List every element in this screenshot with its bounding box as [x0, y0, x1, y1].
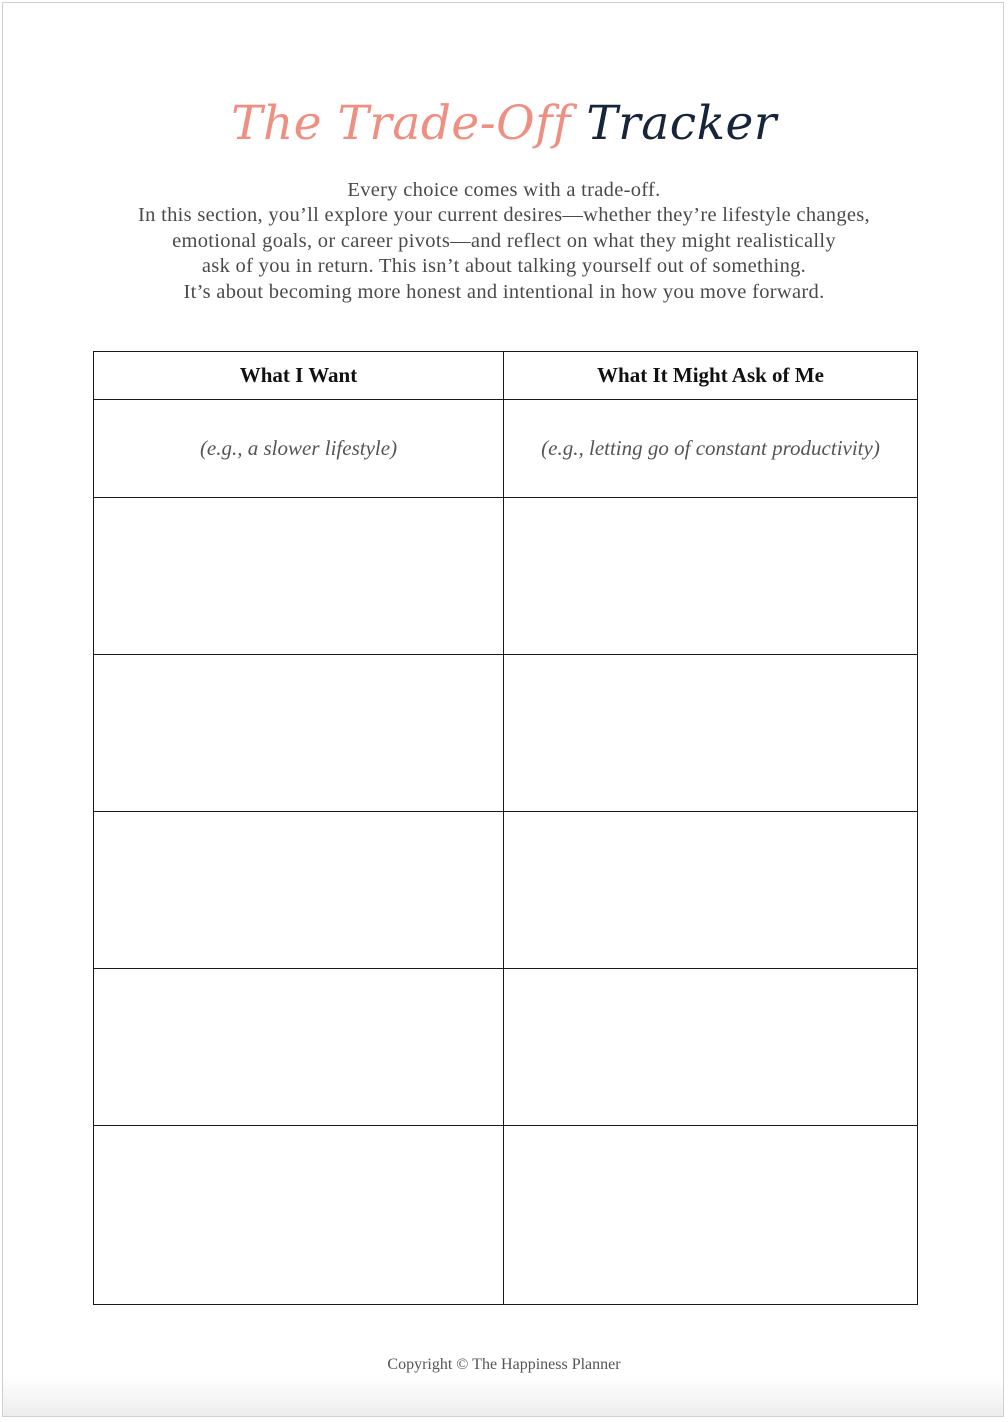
trade-off-table [93, 351, 918, 1305]
intro-line: ask of you in return. This isn’t about talking yourself out of something. [201, 255, 807, 278]
intro-line: emotional goals, or career pivots—and reflect on what they might realistically [172, 229, 836, 252]
want-input-cell[interactable] [94, 1126, 504, 1305]
want-input-cell[interactable] [94, 655, 504, 812]
table-row [94, 498, 918, 655]
intro-line: In this section, you’ll explore your current desires—whether they’re lifestyle changes, [138, 204, 870, 227]
example-row [94, 400, 918, 498]
copyright-footer: Copyright © The Happiness Planner [387, 1356, 621, 1373]
want-input-cell[interactable] [94, 498, 504, 655]
ask-input-cell[interactable] [504, 812, 918, 969]
header-what-it-might-ask: What It Might Ask of Me [504, 352, 918, 400]
table-row [94, 655, 918, 812]
table-row [94, 1126, 918, 1305]
want-input-cell[interactable] [94, 969, 504, 1126]
table-header-row [94, 352, 918, 400]
want-input-cell[interactable] [94, 812, 504, 969]
ask-input-cell[interactable] [504, 1126, 918, 1305]
intro-line: It’s about becoming more honest and intentional in how you move forward. [183, 280, 825, 303]
intro-line: Every choice comes with a trade-off. [347, 179, 661, 201]
example-ask-cell: (e.g., letting go of constant productivity) [504, 400, 918, 498]
page-bottom-shadow [3, 1376, 1003, 1416]
table-row [94, 812, 918, 969]
page-title [0, 92, 1008, 156]
table-row [94, 969, 918, 1126]
header-what-i-want: What I Want [94, 352, 504, 400]
ask-input-cell[interactable] [504, 969, 918, 1126]
ask-input-cell[interactable] [504, 498, 918, 655]
example-want-cell: (e.g., a slower lifestyle) [94, 400, 504, 498]
title-accent: The Trade-Off [231, 96, 571, 151]
intro-text [0, 178, 1008, 305]
title-main: Tracker [586, 96, 777, 151]
ask-input-cell[interactable] [504, 655, 918, 812]
